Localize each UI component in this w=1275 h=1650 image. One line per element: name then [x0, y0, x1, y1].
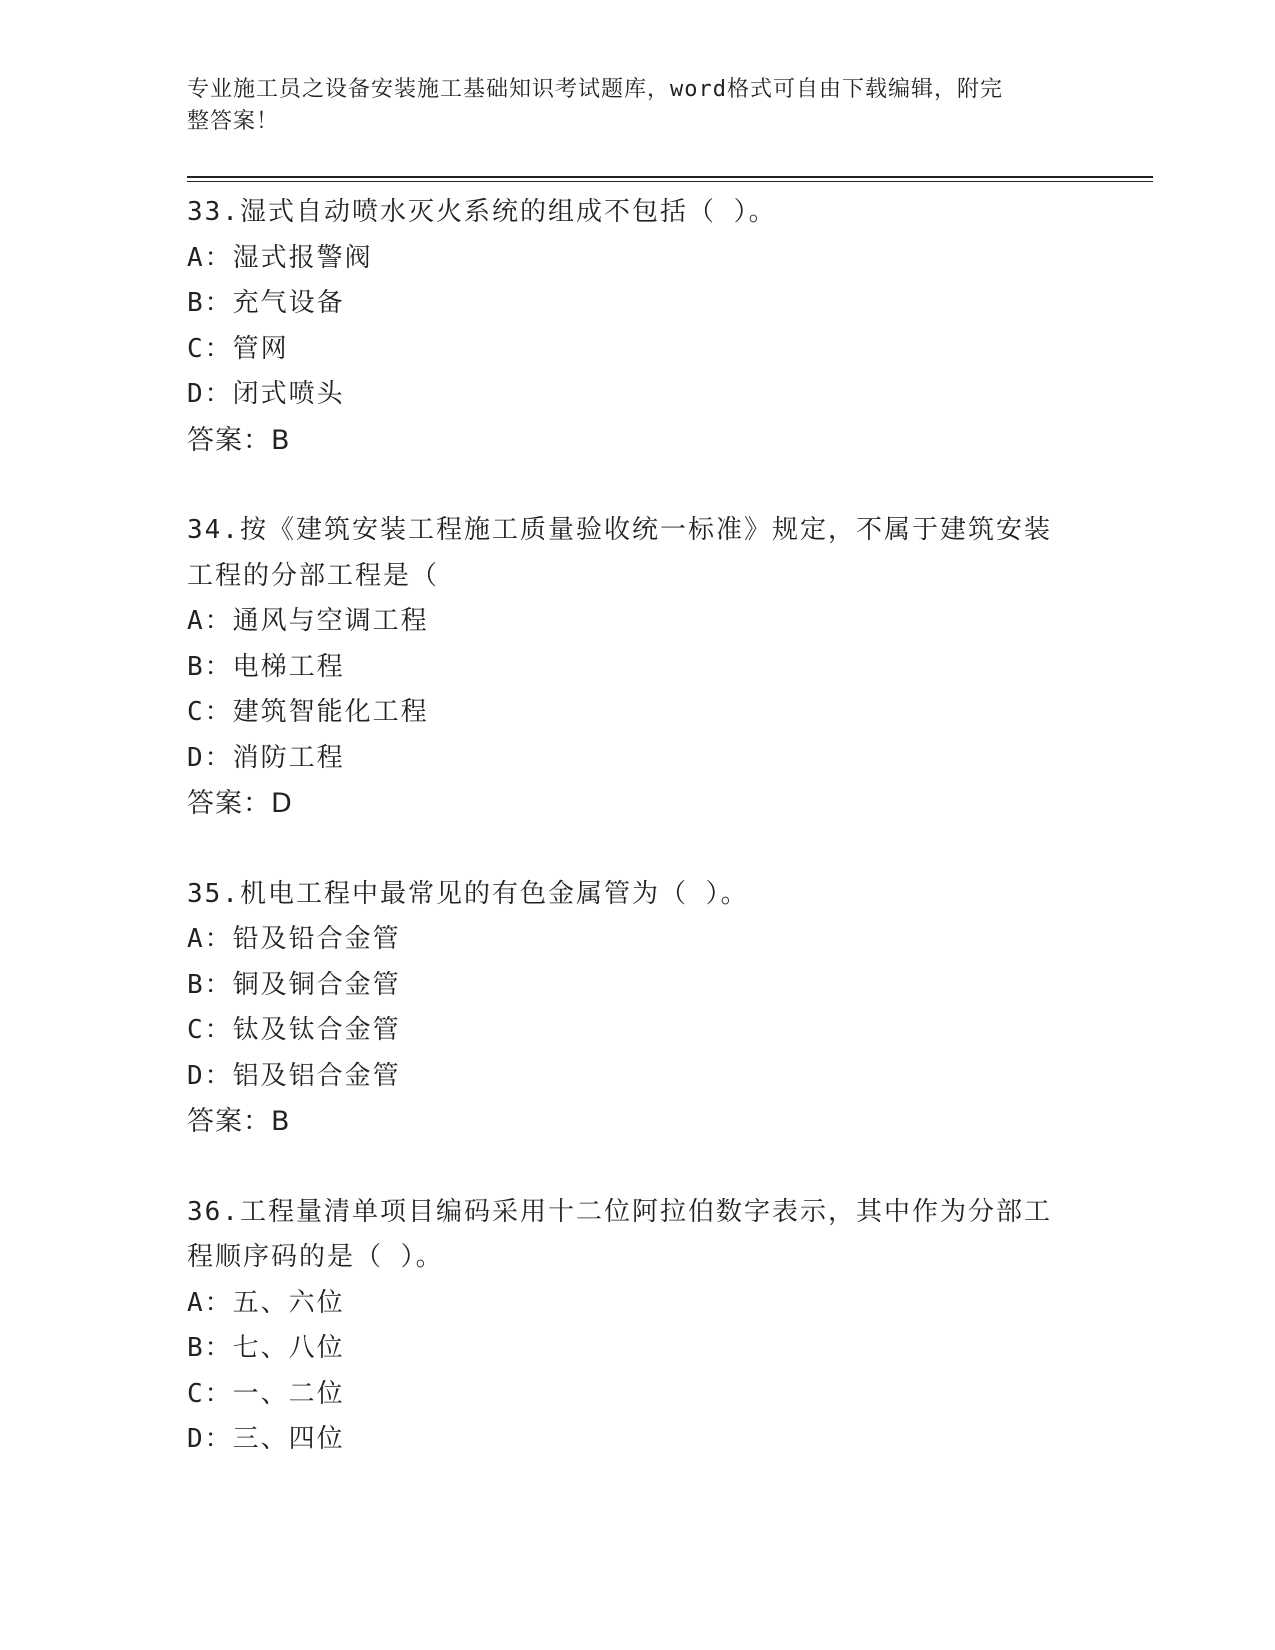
question-35 — [187, 872, 1087, 1145]
question-stem-continued: 程顺序码的是（ ）。 — [187, 1242, 444, 1272]
option-c: C：钛及钛合金管 — [187, 1015, 401, 1045]
header-line-2: 整答案！ — [187, 109, 280, 134]
option-a: A：通风与空调工程 — [187, 606, 429, 636]
document-header — [187, 74, 1067, 138]
answer-line: 答案：D — [187, 788, 293, 819]
option-a: A：五、六位 — [187, 1287, 345, 1318]
question-stem-continued: 工程的分部工程是（ — [187, 560, 440, 591]
question-33 — [187, 190, 1087, 463]
option-d: D：铝及铝合金管 — [187, 1060, 401, 1091]
option-c: C：建筑智能化工程 — [187, 697, 429, 727]
question-stem: 33.湿式自动喷水灭火系统的组成不包括（ ）。 — [187, 197, 777, 227]
question-list — [187, 190, 1087, 1508]
question-36 — [187, 1190, 1087, 1463]
option-b: B：七、八位 — [187, 1333, 345, 1363]
header-divider-thin — [187, 181, 1153, 182]
option-a: A：湿式报警阀 — [187, 242, 373, 273]
question-34 — [187, 508, 1087, 827]
option-b: B：电梯工程 — [187, 651, 345, 682]
header-divider-thick — [187, 176, 1153, 178]
option-b: B：铜及铜合金管 — [187, 969, 401, 1000]
question-stem: 36.工程量清单项目编码采用十二位阿拉伯数字表示，其中作为分部工 — [187, 1196, 1052, 1227]
option-d: D：三、四位 — [187, 1424, 345, 1454]
option-c: C：一、二位 — [187, 1378, 345, 1409]
answer-line: 答案：B — [187, 424, 291, 456]
option-c: C：管网 — [187, 333, 289, 364]
question-stem: 34.按《建筑安装工程施工质量验收统一标准》规定，不属于建筑安装 — [187, 515, 1052, 545]
header-line-1: 专业施工员之设备安装施工基础知识考试题库，word格式可自由下载编辑，附完 — [187, 77, 1003, 102]
option-a: A：铅及铅合金管 — [187, 924, 401, 954]
option-d: D：闭式喷头 — [187, 379, 345, 409]
option-b: B：充气设备 — [187, 288, 345, 318]
answer-line: 答案：B — [187, 1106, 291, 1137]
question-stem: 35.机电工程中最常见的有色金属管为（ ）。 — [187, 878, 749, 909]
option-d: D：消防工程 — [187, 742, 345, 773]
